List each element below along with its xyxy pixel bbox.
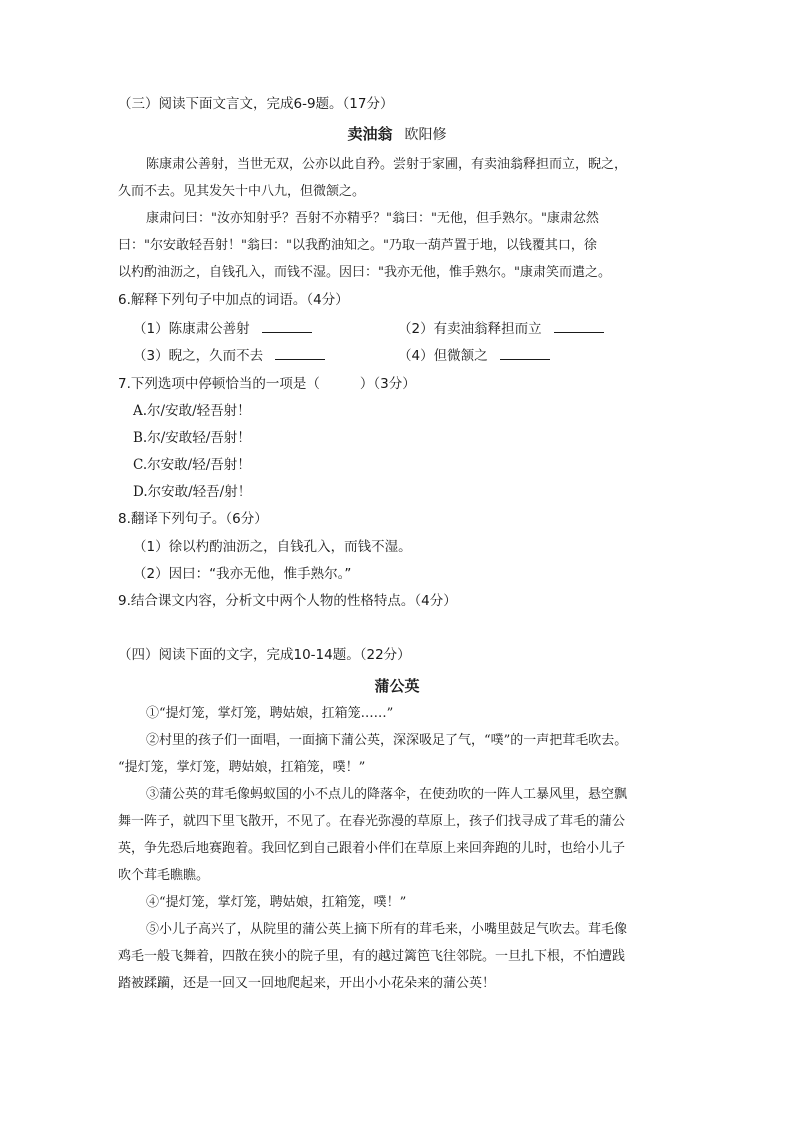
section3-passage-line: 康肃问曰："汝亦知射乎？吾射不亦精乎？"翁曰："无他，但手熟尔。"康肃忿然 <box>146 211 599 226</box>
q9-stem: 9.结合课文内容，分析文中两个人物的性格特点。（4分） <box>118 593 457 609</box>
section4-passage-line: 鸡毛一般飞舞着，四散在狭小的院子里，有的越过篱笆飞往邻院。一旦扎下根，不怕遭践 <box>118 949 626 964</box>
q6-item-text: （4）但微颔之 <box>398 348 488 364</box>
q7-stem-after: ）（3分） <box>359 376 416 392</box>
q8-stem: 8.翻译下列句子。（6分） <box>118 511 268 527</box>
section3-author: 欧阳修 <box>404 127 447 143</box>
q7-option-b: B.尔/安敢轻/吾射！ <box>133 430 251 446</box>
section4-heading: （四）阅读下面的文字，完成10-14题。（22分） <box>118 647 411 663</box>
q7-option-a: A.尔/安敢/轻吾射！ <box>133 403 251 419</box>
q6-item-text: （1）陈康肃公善射 <box>133 321 250 337</box>
section4-passage-line: 踏被蹂躏，还是一回又一回地爬起来，开出小小花朵来的蒲公英！ <box>118 976 496 991</box>
q6-item-1 <box>133 320 312 338</box>
section4-passage-line: “提灯笼，掌灯笼，聘姑娘，扛箱笼，噗！” <box>118 760 366 775</box>
section4-passage-line: 吹个茸毛瞧瞧。 <box>118 868 210 883</box>
section4-passage-line: ①“提灯笼，掌灯笼，聘姑娘，扛箱笼……” <box>146 706 394 721</box>
q6-item-text: （2）有卖油翁释担而立 <box>398 321 542 337</box>
section4-passage-line: ③蒲公英的茸毛像蚂蚁国的小不点儿的降落伞，在使劲吹的一阵人工暴风里，悬空飘 <box>146 787 628 802</box>
q7-stem <box>118 375 416 393</box>
q6-item-4 <box>398 347 550 365</box>
q7-option-c: C.尔安敢/轻/吾射！ <box>133 457 251 473</box>
q6-item-text: （3）睨之，久而不去 <box>133 348 264 364</box>
section3-passage-line: 曰："尔安敢轻吾射！"翁曰："以我酌油知之。"乃取一葫芦置于地，以钱覆其口，徐 <box>118 238 597 253</box>
answer-blank[interactable] <box>262 320 312 333</box>
section3-title-line <box>0 124 794 145</box>
section3-heading: （三）阅读下面文言文，完成6-9题。（17分） <box>118 96 394 112</box>
q6-item-2 <box>398 320 604 338</box>
answer-blank[interactable] <box>500 347 550 360</box>
section4-title: 蒲公英 <box>374 677 420 695</box>
section3-passage-line: 久而不去。见其发矢十中八九，但微颔之。 <box>118 184 366 199</box>
section3-passage-line: 以杓酌油沥之，自钱孔入，而钱不湿。因曰："我亦无他，惟手熟尔。"康肃笑而遣之。 <box>118 265 611 280</box>
q6-stem: 6.解释下列句子中加点的词语。（4分） <box>118 292 349 308</box>
answer-blank[interactable] <box>554 320 604 333</box>
answer-blank[interactable] <box>275 347 325 360</box>
section4-passage-line: 舞一阵子，就四下里飞散开，不见了。在春光弥漫的草原上，孩子们找寻成了茸毛的蒲公 <box>118 814 626 829</box>
q8-item-1: （1）徐以杓酌油沥之，自钱孔入，而钱不湿。 <box>133 539 412 555</box>
q8-item-2: （2）因曰：“我亦无他，惟手熟尔。” <box>133 566 352 582</box>
section4-passage-line: ②村里的孩子们一面唱，一面摘下蒲公英，深深吸足了气，“噗”的一声把茸毛吹去。 <box>146 733 628 748</box>
section3-passage-line: 陈康肃公善射，当世无双，公亦以此自矜。尝射于家圃，有卖油翁释担而立，睨之， <box>146 157 628 172</box>
section3-title: 卖油翁 <box>347 125 393 143</box>
q7-option-d: D.尔安敢/轻吾/射！ <box>133 484 252 500</box>
section4-title-line <box>0 676 794 696</box>
section4-passage-line: ④“提灯笼，掌灯笼，聘姑娘，扛箱笼，噗！” <box>146 895 407 910</box>
section4-passage-line: ⑤小儿子高兴了，从院里的蒲公英上摘下所有的茸毛来，小嘴里鼓足气吹去。茸毛像 <box>146 922 628 937</box>
section4-passage-line: 英，争先恐后地赛跑着。我回忆到自己跟着小伴们在草原上来回奔跑的儿时，也给小儿子 <box>118 841 626 856</box>
q7-stem-before: 7.下列选项中停顿恰当的一项是（ <box>118 376 320 392</box>
q6-item-3 <box>133 347 325 365</box>
